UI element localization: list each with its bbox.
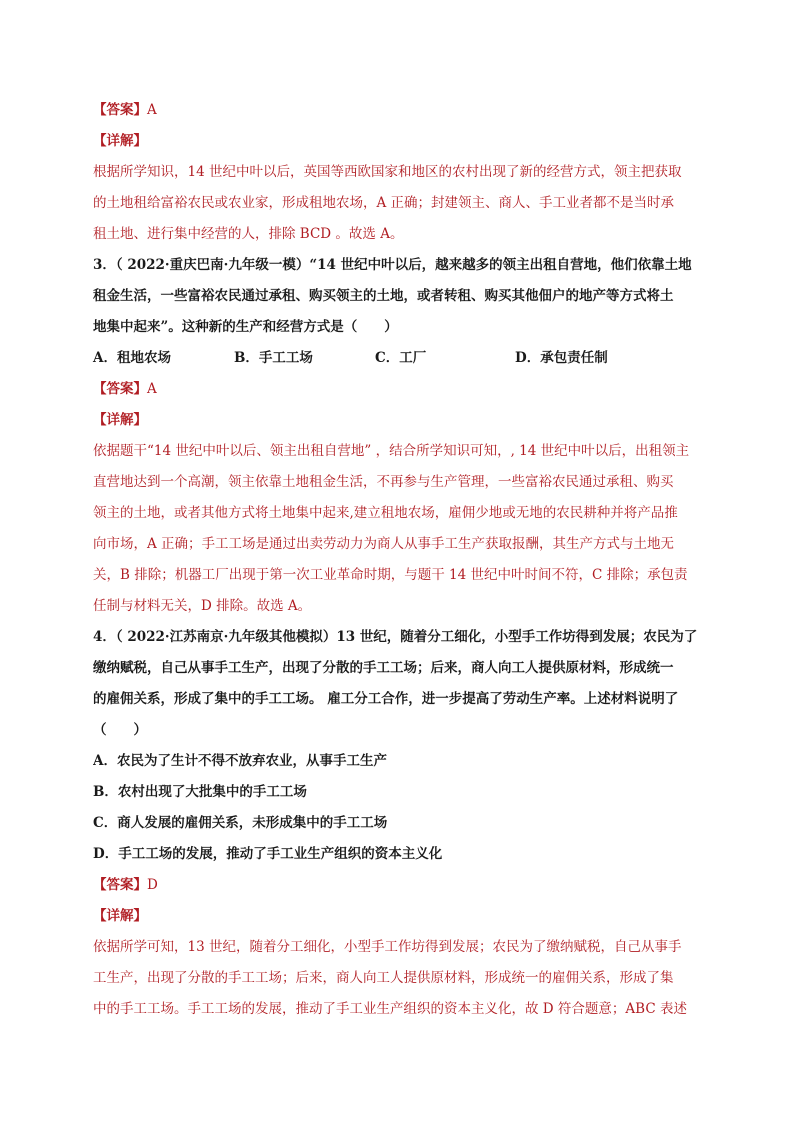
q4-stem-line: 4．（ 2022·江苏南京·九年级其他模拟）13 世纪，随着分工细化，小型手工作坊得到发展；农民为了 <box>93 629 698 645</box>
document-page <box>93 95 705 1025</box>
q3-stem-line: 3．（ 2022·重庆巴南·九年级一模）“14 世纪中叶以后，越来越多的领主出租自营地，他们依靠土地 <box>93 257 692 273</box>
detail-tag: 【详解】 <box>93 133 147 149</box>
q3-options <box>93 343 705 374</box>
q3-detail-tag-line <box>93 405 705 436</box>
answer-value: A <box>147 102 157 118</box>
q4-option-d: D．手工工场的发展，推动了手工业生产组织的资本主义化 <box>93 846 443 862</box>
q4-option-a: A．农民为了生计不得不放弃农业，从事手工生产 <box>93 753 387 769</box>
q3-stem-line: 地集中起来”。这种新的生产和经营方式是（ ） <box>93 319 398 335</box>
q2-explanation-line: 租土地、进行集中经营的人，排除 BCD 。故选 A。 <box>93 226 404 242</box>
q4-answer-line <box>93 870 705 901</box>
q4-stem-line: 缴纳赋税，自己从事手工生产，出现了分散的手工工场；后来，商人向工人提供原材料，形成统一 <box>93 660 674 676</box>
q3-option-a: A．租地农场 <box>93 350 171 366</box>
q3-option-d: D．承包责任制 <box>515 350 608 366</box>
q3-answer-line <box>93 374 705 405</box>
q4-explanation-line: 工生产，出现了分散的手工工场；后来，商人向工人提供原材料，形成统一的雇佣关系，形成了集 <box>93 970 674 986</box>
detail-tag: 【详解】 <box>93 908 147 924</box>
q2-answer-line <box>93 95 705 126</box>
q4-explanation-line: 中的手工工场。手工工场的发展，推动了手工业生产组织的资本主义化，故 D 符合题意；ABC 表述 <box>93 1001 687 1017</box>
answer-value: D <box>147 877 158 893</box>
q4-stem-line: （ ） <box>93 722 147 738</box>
q3-explanation-line: 依据题干“14 世纪中叶以后、领主出租自营地” ，结合所学知识可知，, 14 世纪中叶以后，出租领主 <box>93 443 690 459</box>
answer-tag: 【答案】 <box>93 381 147 397</box>
answer-tag: 【答案】 <box>93 877 147 893</box>
q3-stem-line: 租金生活，一些富裕农民通过承租、购买领主的土地，或者转租、购买其他佃户的地产等方式将土 <box>93 288 674 304</box>
q2-explanation-line: 根据所学知识，14 世纪中叶以后，英国等西欧国家和地区的农村出现了新的经营方式，领主把获取 <box>93 164 682 180</box>
q3-option-b: B．手工工场 <box>234 350 313 366</box>
q3-explanation-line: 关，B 排除；机器工厂出现于第一次工业革命时期，与题干 14 世纪中叶时间不符，C 排除；承包责 <box>93 567 688 583</box>
q3-explanation-line: 向市场，A 正确；手工工场是通过出卖劳动力为商人从事手工生产获取报酬，其生产方式与土地无 <box>93 536 675 552</box>
q2-detail-tag-line <box>93 126 705 157</box>
q4-explanation-line: 依据所学可知，13 世纪，随着分工细化，小型手工作坊得到发展；农民为了缴纳赋税，自己从事手 <box>93 939 682 955</box>
q3-option-c: C．工厂 <box>375 350 427 366</box>
q4-stem-line: 的雇佣关系，形成了集中的手工工场。 雇工分工合作，进一步提高了劳动生产率。上述材料说明了 <box>93 691 679 707</box>
detail-tag: 【详解】 <box>93 412 147 428</box>
q4-option-c: C．商人发展的雇佣关系，未形成集中的手工工场 <box>93 815 388 831</box>
q3-explanation-line: 领主的土地，或者其他方式将土地集中起来,建立租地农场，雇佣少地或无地的农民耕种并将产品推 <box>93 505 678 521</box>
q2-explanation-line: 的土地租给富裕农民或农业家，形成租地农场，A 正确；封建领主、商人、手工业者都不是当时承 <box>93 195 675 211</box>
answer-tag: 【答案】 <box>93 102 147 118</box>
q4-option-b: B．农村出现了大批集中的手工工场 <box>93 784 307 800</box>
q4-detail-tag-line <box>93 901 705 932</box>
q3-explanation-line: 直营地达到一个高潮，领主依靠土地租金生活，不再参与生产管理，一些富裕农民通过承租、购买 <box>93 474 674 490</box>
q3-explanation-line: 任制与材料无关，D 排除。故选 A。 <box>93 598 312 614</box>
answer-value: A <box>147 381 157 397</box>
